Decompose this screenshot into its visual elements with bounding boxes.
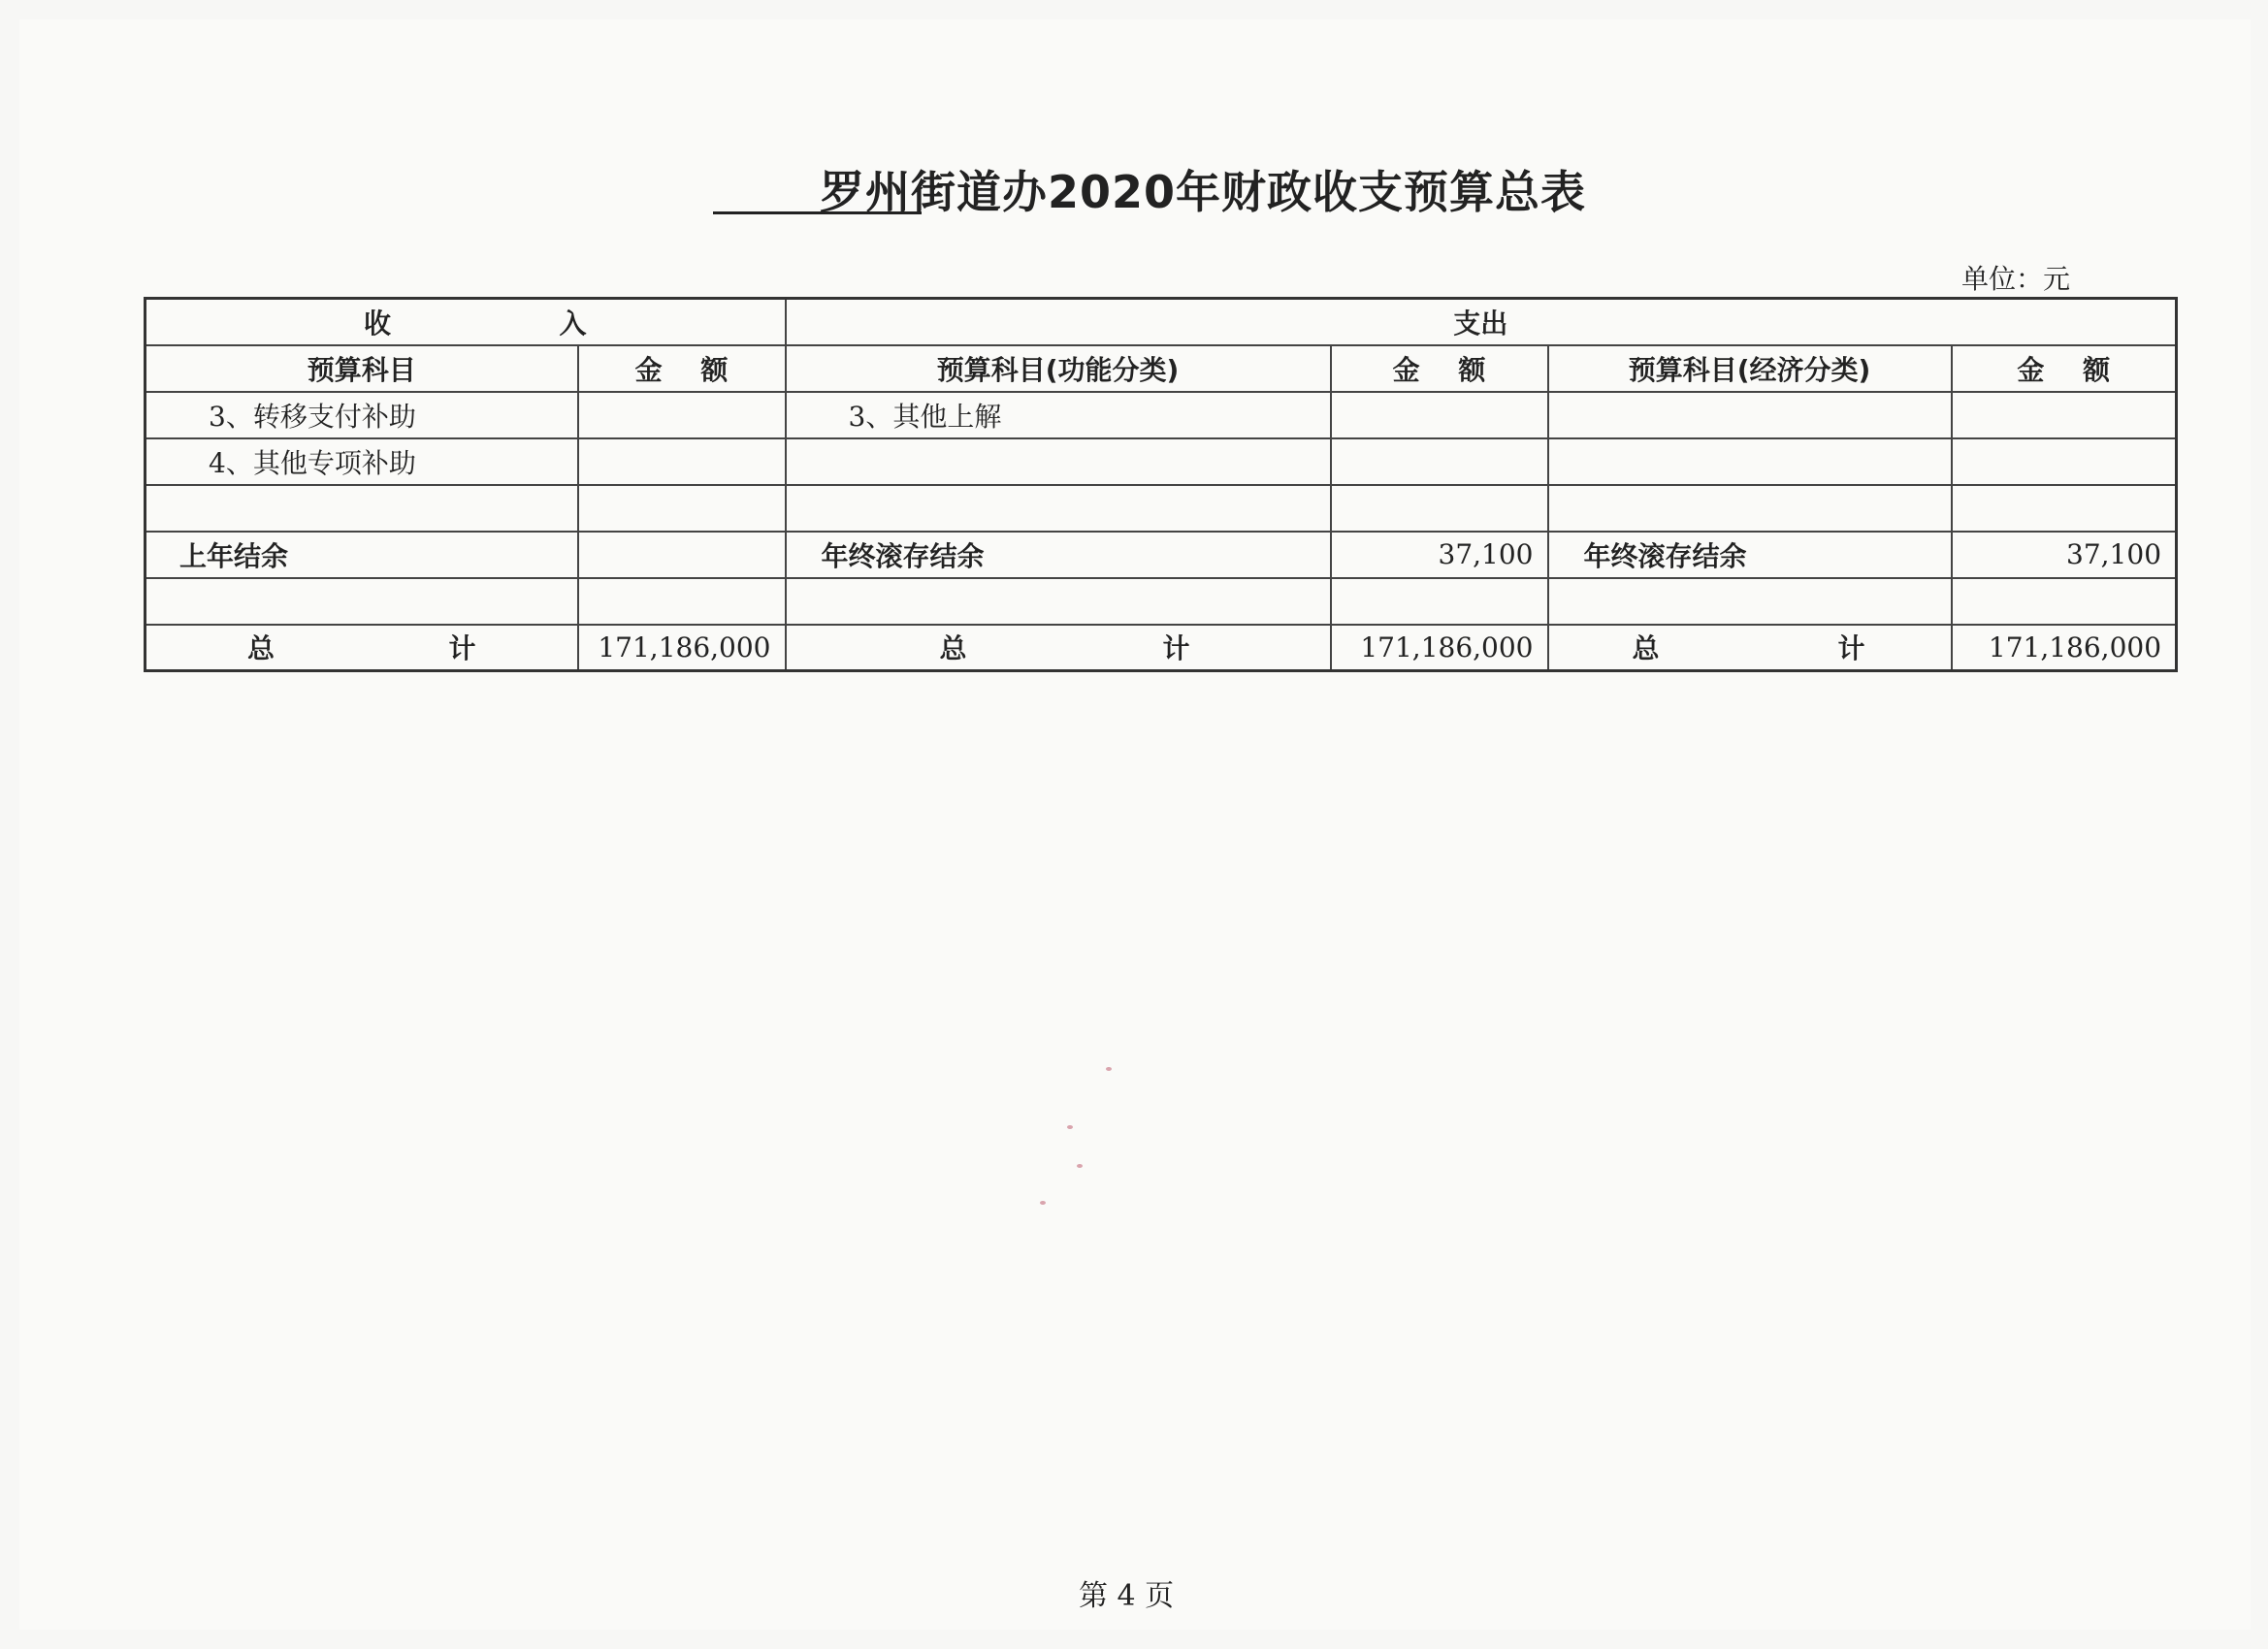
col-header-income-amount: 金 额: [578, 345, 786, 392]
total-label-char-1: 总: [939, 632, 967, 665]
income-total-label: [146, 625, 578, 671]
table-row: [146, 485, 2177, 532]
func-subject-cell: [786, 438, 1331, 485]
func-amount-cell: [1331, 485, 1548, 532]
func-amount-cell: [1331, 438, 1548, 485]
econ-amount-cell: [1952, 392, 2177, 438]
ink-speck: [1106, 1067, 1112, 1071]
income-header-char-2: 入: [559, 307, 587, 340]
econ-amount-cell: 37,100: [1952, 532, 2177, 578]
econ-subject-cell: [1548, 485, 1952, 532]
income-amount-cell: [578, 392, 786, 438]
income-subject-cell: 上年结余: [146, 532, 578, 578]
econ-total-label: [1548, 625, 1952, 671]
section-header-row: [146, 299, 2177, 345]
total-row: [146, 625, 2177, 671]
income-subject-cell: [146, 485, 578, 532]
income-header-char-1: 收: [364, 307, 392, 340]
title-block: [713, 153, 1615, 221]
func-subject-cell: 3、其他上解: [786, 392, 1331, 438]
page-title: 罗州街道办2020年财政收支预算总表: [820, 166, 1587, 218]
table-row: [146, 438, 2177, 485]
func-amount-cell: 37,100: [1331, 532, 1548, 578]
econ-amount-cell: [1952, 578, 2177, 625]
income-amount-cell: [578, 438, 786, 485]
econ-amount-cell: [1952, 485, 2177, 532]
econ-subject-cell: [1548, 578, 1952, 625]
income-subject-cell: 4、其他专项补助: [146, 438, 578, 485]
total-label-char-1: 总: [1632, 632, 1660, 665]
econ-amount-cell: [1952, 438, 2177, 485]
total-label-char-2: 计: [1837, 632, 1865, 665]
func-amount-cell: [1331, 578, 1548, 625]
col-header-econ-subject: 预算科目(经济分类): [1548, 345, 1952, 392]
income-amount-cell: [578, 578, 786, 625]
col-header-func-subject: 预算科目(功能分类): [786, 345, 1331, 392]
col-header-income-subject: 预算科目: [146, 345, 578, 392]
total-label-char-1: 总: [247, 632, 275, 665]
econ-subject-cell: 年终滚存结余: [1548, 532, 1952, 578]
ink-speck: [1077, 1164, 1083, 1168]
income-section-header: [146, 299, 786, 345]
col-header-func-amount: 金 额: [1331, 345, 1548, 392]
income-total-amount: 171,186,000: [578, 625, 786, 671]
income-amount-cell: [578, 532, 786, 578]
page-number: 第 4 页: [1079, 1579, 1175, 1613]
income-subject-cell: 3、转移支付补助: [146, 392, 578, 438]
econ-subject-cell: [1548, 438, 1952, 485]
table-row: [146, 392, 2177, 438]
income-amount-cell: [578, 485, 786, 532]
income-subject-cell: [146, 578, 578, 625]
paper-sheet: [19, 19, 2251, 1630]
func-subject-cell: [786, 578, 1331, 625]
econ-total-amount: 171,186,000: [1952, 625, 2177, 671]
unit-label: 单位：元: [1961, 263, 2071, 295]
total-label-char-2: 计: [448, 632, 476, 665]
ink-speck: [1040, 1201, 1046, 1205]
table-row: [146, 578, 2177, 625]
table-row: [146, 532, 2177, 578]
ink-speck: [1067, 1125, 1073, 1129]
func-subject-cell: [786, 485, 1331, 532]
func-amount-cell: [1331, 392, 1548, 438]
expense-section-header: 支出: [786, 299, 2177, 345]
column-header-row: [146, 345, 2177, 392]
func-total-label: [786, 625, 1331, 671]
func-subject-cell: 年终滚存结余: [786, 532, 1331, 578]
total-label-char-2: 计: [1162, 632, 1190, 665]
econ-subject-cell: [1548, 392, 1952, 438]
budget-table: [144, 297, 2178, 672]
col-header-econ-amount: 金 额: [1952, 345, 2177, 392]
func-total-amount: 171,186,000: [1331, 625, 1548, 671]
